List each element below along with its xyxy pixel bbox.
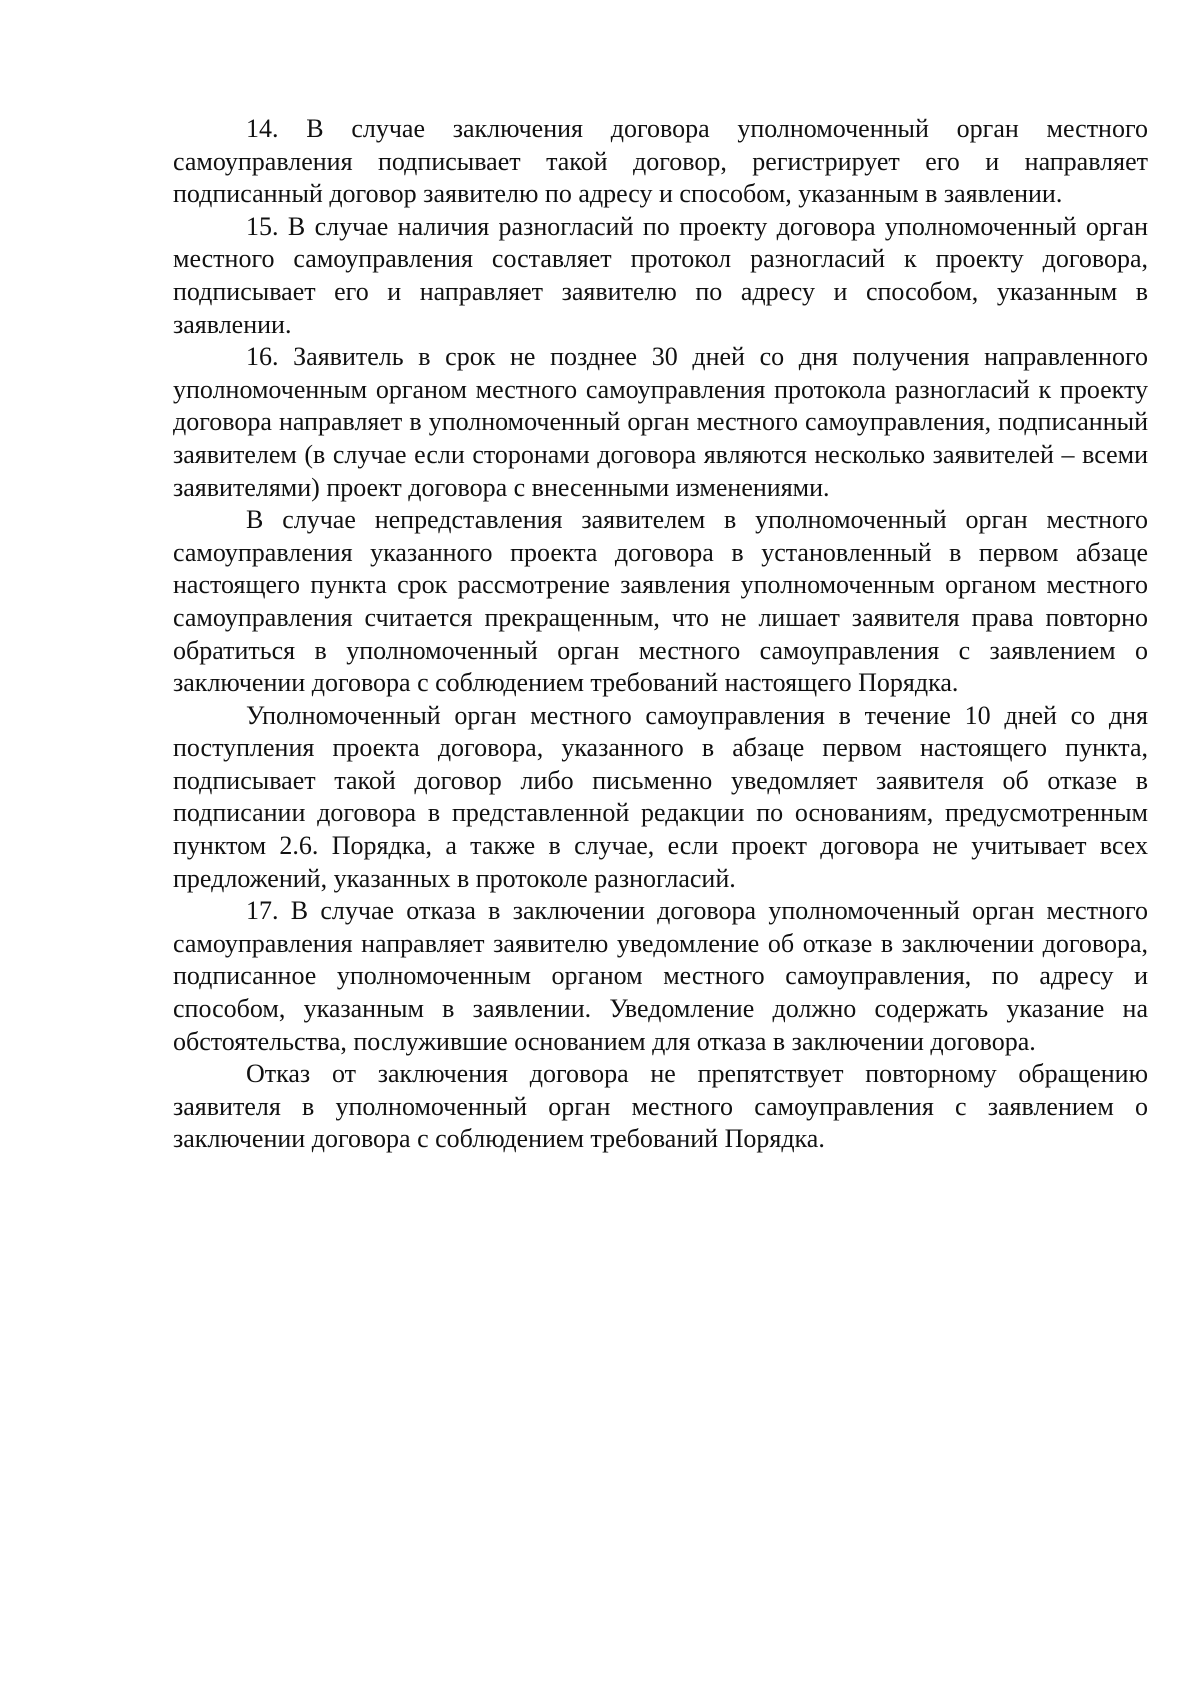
paragraph-16: 16. Заявитель в срок не позднее 30 дней со дня получения направленного уполномоченным органом местного самоуправления протокола разногласий к проекту договора направляет в уполномоченный орган местного самоуправления, подписанный заявителем (в случае если сторонами договора являются несколько заявителей – всеми заявителями) проект договора с внесенными изменениями. [173,342,1148,502]
paragraph-17: 17. В случае отказа в заключении договора уполномоченный орган местного самоуправления направляет заявителю уведомление об отказе в заключении договора, подписанное уполномоченным органом местного самоуправления, по адресу и способом, указанным в заявлении. Уведомление должно содержать указание на обстоятельства, послужившие основанием для отказа в заключении договора. [173,896,1148,1056]
paragraph-17-refusal: Отказ от заключения договора не препятствует повторному обращению заявителя в уполномоченный орган местного самоуправления с заявлением о заключении договора с соблюдением требований Порядка. [173,1059,1148,1154]
paragraph-15: 15. В случае наличия разногласий по проекту договора уполномоченный орган местного самоуправления составляет протокол разногласий к проекту договора, подписывает его и направляет заявителю по адресу и способом, указанным в заявлении. [173,211,1148,339]
paragraph-14: 14. В случае заключения договора уполномоченный орган местного самоуправления подписывает такой договор, регистрирует его и направляет подписанный договор заявителю по адресу и способом, указанным в заявлении. [173,114,1148,209]
document-body [173,113,1148,1156]
paragraph-16-non-submission: В случае непредставления заявителем в уполномоченный орган местного самоуправления указанного проекта договора в установленный в первом абзаце настоящего пункта срок рассмотрение заявления уполномоченным органом местного самоуправления считается прекращенным, что не лишает заявителя права повторно обратиться в уполномоченный орган местного самоуправления с заявлением о заключении договора с соблюдением требований настоящего Порядка. [173,505,1148,698]
paragraph-16-signing-term: Уполномоченный орган местного самоуправления в течение 10 дней со дня поступления проекта договора, указанного в абзаце первом настоящего пункта, подписывает такой договор либо письменно уведомляет заявителя об отказе в подписании договора в представленной редакции по основаниям, предусмотренным пунктом 2.6. Порядка, а также в случае, если проект договора не учитывает всех предложений, указанных в протоколе разногласий. [173,700,1148,893]
